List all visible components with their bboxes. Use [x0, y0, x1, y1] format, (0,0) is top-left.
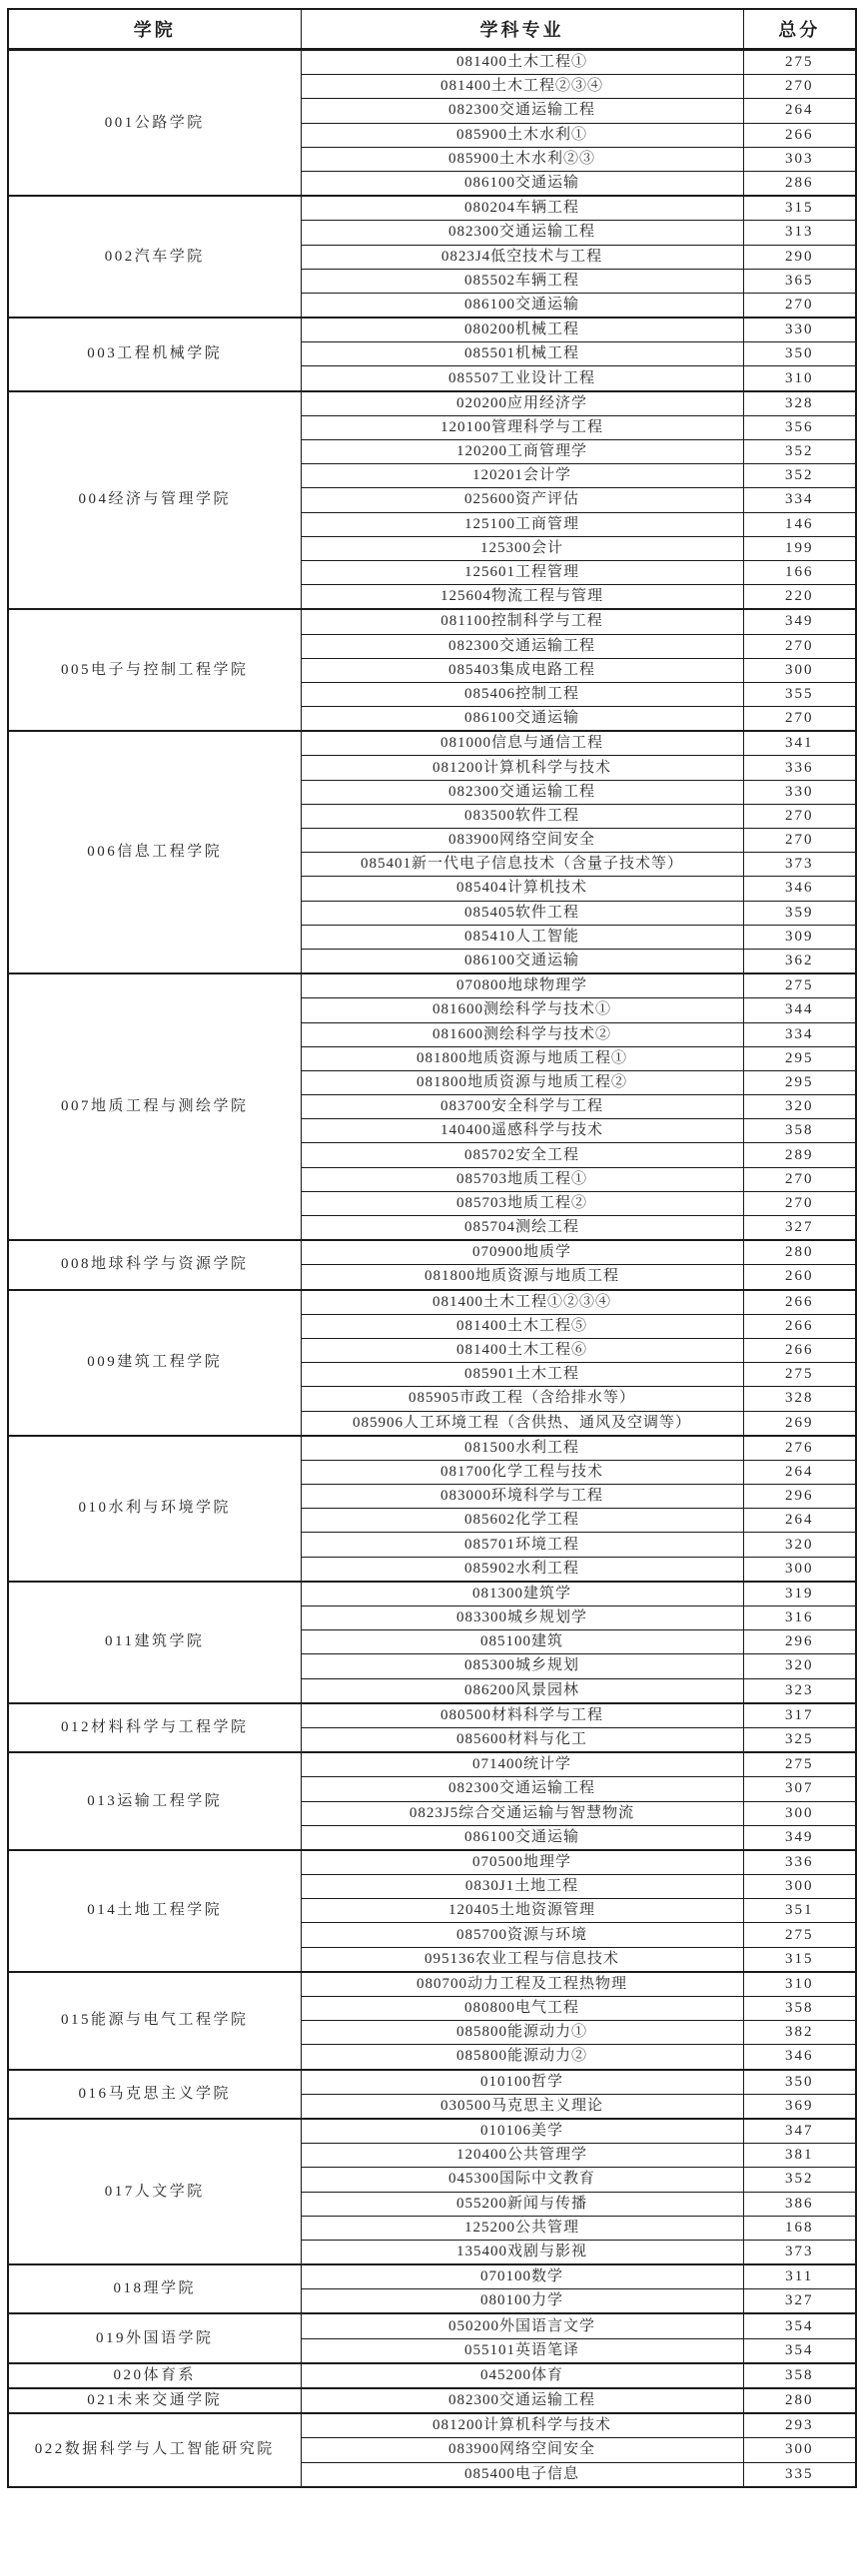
major-cell: 086100交通运输 [301, 949, 743, 973]
score-cell: 319 [743, 1582, 856, 1607]
major-cell: 082300交通运输工程 [301, 634, 743, 658]
major-cell: 0830J1土地工程 [301, 1875, 743, 1899]
table-row [8, 2363, 856, 2388]
score-cell: 280 [743, 1240, 856, 1265]
table-row [8, 1752, 856, 1777]
major-cell: 081400土木工程①②③④ [301, 1290, 743, 1315]
table-row [8, 1240, 856, 1265]
major-cell: 030500马克思主义理论 [301, 2094, 743, 2119]
college-group [8, 2264, 856, 2313]
score-cell: 336 [743, 756, 856, 780]
major-cell: 045200体育 [301, 2363, 743, 2388]
score-cell: 264 [743, 99, 856, 123]
score-cell: 352 [743, 2168, 856, 2192]
college-group [8, 1752, 856, 1850]
college-cell: 020体育系 [8, 2363, 301, 2388]
score-cell: 355 [743, 682, 856, 706]
college-cell: 008地球科学与资源学院 [8, 1240, 301, 1289]
major-cell: 086200风景园林 [301, 1678, 743, 1703]
major-cell: 085602化学工程 [301, 1509, 743, 1533]
score-cell: 356 [743, 415, 856, 439]
major-cell: 080204车辆工程 [301, 196, 743, 221]
college-group [8, 1290, 856, 1436]
college-group [8, 2070, 856, 2119]
column-header-college: 学院 [8, 9, 301, 50]
major-cell: 0823J5综合交通运输与智慧物流 [301, 1801, 743, 1825]
major-cell: 085401新一代电子信息技术（含量子技术等） [301, 853, 743, 877]
table-row [8, 1290, 856, 1315]
score-cell: 310 [743, 366, 856, 391]
major-cell: 085700资源与环境 [301, 1923, 743, 1947]
score-cell: 166 [743, 560, 856, 584]
score-cell: 275 [743, 1363, 856, 1387]
major-cell: 125601工程管理 [301, 560, 743, 584]
major-cell: 081500水利工程 [301, 1436, 743, 1461]
score-cell: 316 [743, 1607, 856, 1630]
major-cell: 085502车辆工程 [301, 269, 743, 293]
major-cell: 070900地质学 [301, 1240, 743, 1265]
college-group [8, 2388, 856, 2413]
college-cell: 006信息工程学院 [8, 731, 301, 973]
college-group [8, 2119, 856, 2264]
college-group [8, 731, 856, 973]
score-cell: 269 [743, 1411, 856, 1436]
table-row [8, 1703, 856, 1728]
score-cell: 220 [743, 585, 856, 610]
score-cell: 266 [743, 123, 856, 147]
score-cell: 373 [743, 2240, 856, 2264]
major-cell: 085400电子信息 [301, 2462, 743, 2487]
college-group [8, 391, 856, 610]
major-cell: 086100交通运输 [301, 1825, 743, 1850]
major-cell: 085300城乡规划 [301, 1654, 743, 1678]
score-cell: 327 [743, 1216, 856, 1241]
score-cell: 320 [743, 1533, 856, 1557]
major-cell: 081200计算机科学与技术 [301, 756, 743, 780]
score-cell: 270 [743, 829, 856, 853]
table-row [8, 731, 856, 756]
major-cell: 081800地质资源与地质工程① [301, 1046, 743, 1070]
major-cell: 083000环境科学与工程 [301, 1485, 743, 1509]
score-cell: 328 [743, 1387, 856, 1411]
score-cell: 300 [743, 1875, 856, 1899]
score-cell: 325 [743, 1727, 856, 1752]
major-cell: 085100建筑 [301, 1630, 743, 1654]
score-cell: 334 [743, 1022, 856, 1046]
score-cell: 313 [743, 221, 856, 245]
college-cell: 013运输工程学院 [8, 1752, 301, 1850]
score-cell: 300 [743, 1801, 856, 1825]
college-cell: 003工程机械学院 [8, 318, 301, 391]
college-cell: 017人文学院 [8, 2119, 301, 2264]
major-cell: 025600资产评估 [301, 488, 743, 512]
score-cell: 290 [743, 245, 856, 269]
table-header [8, 9, 856, 50]
college-group [8, 1972, 856, 2070]
major-cell: 083500软件工程 [301, 804, 743, 828]
table-row [8, 2119, 856, 2144]
major-cell: 085800能源动力② [301, 2045, 743, 2070]
major-cell: 085403集成电路工程 [301, 658, 743, 682]
score-cell: 295 [743, 1046, 856, 1070]
score-cell: 264 [743, 1460, 856, 1484]
major-cell: 085905市政工程（含给排水等） [301, 1387, 743, 1411]
score-cell: 270 [743, 804, 856, 828]
college-cell: 001公路学院 [8, 50, 301, 197]
major-cell: 0823J4低空技术与工程 [301, 245, 743, 269]
major-cell: 125300会计 [301, 536, 743, 560]
college-cell: 021未来交通学院 [8, 2388, 301, 2413]
score-cell: 328 [743, 391, 856, 416]
score-cell: 146 [743, 512, 856, 536]
score-cell: 354 [743, 2338, 856, 2363]
score-cell: 373 [743, 853, 856, 877]
major-cell: 055101英语笔译 [301, 2338, 743, 2363]
major-cell: 081200计算机科学与技术 [301, 2413, 743, 2438]
score-cell: 358 [743, 1997, 856, 2021]
college-cell: 022数据科学与人工智能研究院 [8, 2413, 301, 2487]
score-cell: 307 [743, 1777, 856, 1801]
score-cell: 293 [743, 2413, 856, 2438]
table-row [8, 2388, 856, 2413]
table-row [8, 318, 856, 342]
major-cell: 010106美学 [301, 2119, 743, 2144]
score-cell: 382 [743, 2021, 856, 2045]
major-cell: 070100数学 [301, 2264, 743, 2289]
college-group [8, 196, 856, 318]
score-cell: 386 [743, 2192, 856, 2216]
column-header-score: 总分 [743, 9, 856, 50]
college-group [8, 1240, 856, 1289]
college-group [8, 1703, 856, 1752]
major-cell: 120201会计学 [301, 464, 743, 488]
major-cell: 081400土木工程⑥ [301, 1338, 743, 1362]
major-cell: 081400土木工程②③④ [301, 75, 743, 99]
major-cell: 081600测绘科学与技术① [301, 998, 743, 1022]
score-cell: 330 [743, 780, 856, 804]
college-group [8, 973, 856, 1240]
major-cell: 085901土木工程 [301, 1363, 743, 1387]
score-cell: 168 [743, 2216, 856, 2240]
score-cell: 344 [743, 998, 856, 1022]
college-cell: 004经济与管理学院 [8, 391, 301, 610]
major-cell: 082300交通运输工程 [301, 2388, 743, 2413]
major-cell: 125604物流工程与管理 [301, 585, 743, 610]
major-cell: 086100交通运输 [301, 171, 743, 196]
score-cell: 295 [743, 1070, 856, 1094]
score-cell: 351 [743, 1899, 856, 1923]
table-row [8, 196, 856, 221]
college-group [8, 2413, 856, 2487]
score-cell: 300 [743, 2438, 856, 2462]
college-cell: 019外国语学院 [8, 2313, 301, 2362]
score-cell: 350 [743, 2070, 856, 2095]
major-cell: 020200应用经济学 [301, 391, 743, 416]
score-cell: 303 [743, 147, 856, 171]
major-cell: 071400统计学 [301, 1752, 743, 1777]
score-cell: 270 [743, 1167, 856, 1191]
major-cell: 085600材料与化工 [301, 1727, 743, 1752]
major-cell: 080800电气工程 [301, 1997, 743, 2021]
major-cell: 080500材料科学与工程 [301, 1703, 743, 1728]
score-cell: 311 [743, 2264, 856, 2289]
major-cell: 080700动力工程及工程热物理 [301, 1972, 743, 1997]
score-cell: 300 [743, 658, 856, 682]
score-cell: 289 [743, 1143, 856, 1167]
score-cell: 330 [743, 318, 856, 342]
table-row [8, 1972, 856, 1997]
score-cell: 320 [743, 1095, 856, 1119]
major-cell: 081800地质资源与地质工程 [301, 1265, 743, 1290]
score-cell: 346 [743, 877, 856, 901]
major-cell: 085906人工环境工程（含供热、通风及空调等） [301, 1411, 743, 1436]
major-cell: 086100交通运输 [301, 707, 743, 732]
major-cell: 080100力学 [301, 2289, 743, 2314]
major-cell: 085800能源动力① [301, 2021, 743, 2045]
score-cell: 270 [743, 293, 856, 318]
major-cell: 085406控制工程 [301, 682, 743, 706]
score-cell: 266 [743, 1290, 856, 1315]
major-cell: 082300交通运输工程 [301, 780, 743, 804]
score-cell: 354 [743, 2313, 856, 2338]
score-cell: 266 [743, 1314, 856, 1338]
major-cell: 081100控制科学与工程 [301, 609, 743, 634]
column-header-major: 学科专业 [301, 9, 743, 50]
score-cell: 270 [743, 1191, 856, 1215]
major-cell: 120100管理科学与工程 [301, 415, 743, 439]
college-group [8, 318, 856, 391]
score-cell: 317 [743, 1703, 856, 1728]
college-group [8, 1436, 856, 1582]
score-cell: 270 [743, 75, 856, 99]
score-cell: 341 [743, 731, 856, 756]
college-cell: 007地质工程与测绘学院 [8, 973, 301, 1240]
score-cell: 280 [743, 2388, 856, 2413]
score-cell: 276 [743, 1436, 856, 1461]
score-cell: 369 [743, 2094, 856, 2119]
major-cell: 080200机械工程 [301, 318, 743, 342]
table-row [8, 609, 856, 634]
table-row [8, 50, 856, 75]
college-cell: 015能源与电气工程学院 [8, 1972, 301, 2070]
header-row [8, 9, 856, 50]
table-row [8, 1436, 856, 1461]
major-cell: 070500地理学 [301, 1850, 743, 1875]
score-cell: 309 [743, 925, 856, 949]
score-cell: 315 [743, 1947, 856, 1972]
table-row [8, 2070, 856, 2095]
table-row [8, 2413, 856, 2438]
score-cell: 320 [743, 1654, 856, 1678]
score-cell: 270 [743, 634, 856, 658]
score-cell: 270 [743, 707, 856, 732]
college-group [8, 1582, 856, 1703]
major-cell: 125100工商管理 [301, 512, 743, 536]
college-cell: 014土地工程学院 [8, 1850, 301, 1972]
major-cell: 085703地质工程① [301, 1167, 743, 1191]
score-cell: 296 [743, 1485, 856, 1509]
major-cell: 095136农业工程与信息技术 [301, 1947, 743, 1972]
score-cell: 336 [743, 1850, 856, 1875]
major-cell: 085501机械工程 [301, 342, 743, 366]
major-cell: 082300交通运输工程 [301, 1777, 743, 1801]
college-cell: 018理学院 [8, 2264, 301, 2313]
major-cell: 045300国际中文教育 [301, 2168, 743, 2192]
score-cell: 260 [743, 1265, 856, 1290]
score-cell: 275 [743, 1923, 856, 1947]
score-cell: 381 [743, 2144, 856, 2168]
score-cell: 362 [743, 949, 856, 973]
major-cell: 010100哲学 [301, 2070, 743, 2095]
score-cell: 358 [743, 1119, 856, 1143]
major-cell: 082300交通运输工程 [301, 99, 743, 123]
score-cell: 266 [743, 1338, 856, 1362]
table-row [8, 1850, 856, 1875]
college-cell: 009建筑工程学院 [8, 1290, 301, 1436]
table-row [8, 973, 856, 998]
major-cell: 081800地质资源与地质工程② [301, 1070, 743, 1094]
major-cell: 125200公共管理 [301, 2216, 743, 2240]
major-cell: 070800地球物理学 [301, 973, 743, 998]
score-table [7, 8, 857, 2488]
score-cell: 349 [743, 609, 856, 634]
major-cell: 081400土木工程① [301, 50, 743, 75]
college-cell: 002汽车学院 [8, 196, 301, 318]
major-cell: 081600测绘科学与技术② [301, 1022, 743, 1046]
table-row [8, 391, 856, 416]
college-cell: 005电子与控制工程学院 [8, 609, 301, 731]
college-group [8, 2313, 856, 2362]
major-cell: 085703地质工程② [301, 1191, 743, 1215]
major-cell: 083300城乡规划学 [301, 1607, 743, 1630]
score-cell: 365 [743, 269, 856, 293]
major-cell: 135400戏剧与影视 [301, 2240, 743, 2264]
score-cell: 352 [743, 440, 856, 464]
score-cell: 286 [743, 171, 856, 196]
major-cell: 083900网络空间安全 [301, 2438, 743, 2462]
major-cell: 140400遥感科学与技术 [301, 1119, 743, 1143]
college-cell: 012材料科学与工程学院 [8, 1703, 301, 1752]
major-cell: 120400公共管理学 [301, 2144, 743, 2168]
major-cell: 055200新闻与传播 [301, 2192, 743, 2216]
major-cell: 085702安全工程 [301, 1143, 743, 1167]
score-cell: 346 [743, 2045, 856, 2070]
major-cell: 086100交通运输 [301, 293, 743, 318]
score-cell: 334 [743, 488, 856, 512]
score-cell: 275 [743, 1752, 856, 1777]
score-cell: 199 [743, 536, 856, 560]
major-cell: 083900网络空间安全 [301, 829, 743, 853]
major-cell: 085405软件工程 [301, 901, 743, 925]
score-cell: 347 [743, 2119, 856, 2144]
score-cell: 350 [743, 342, 856, 366]
score-cell: 352 [743, 464, 856, 488]
major-cell: 085902水利工程 [301, 1557, 743, 1582]
major-cell: 085900土木水利① [301, 123, 743, 147]
score-cell: 359 [743, 901, 856, 925]
major-cell: 081400土木工程⑤ [301, 1314, 743, 1338]
major-cell: 085701环境工程 [301, 1533, 743, 1557]
score-cell: 323 [743, 1678, 856, 1703]
major-cell: 085507工业设计工程 [301, 366, 743, 391]
major-cell: 083700安全科学与工程 [301, 1095, 743, 1119]
major-cell: 120200工商管理学 [301, 440, 743, 464]
score-cell: 349 [743, 1825, 856, 1850]
major-cell: 081700化学工程与技术 [301, 1460, 743, 1484]
college-cell: 010水利与环境学院 [8, 1436, 301, 1582]
college-group [8, 2363, 856, 2388]
major-cell: 082300交通运输工程 [301, 221, 743, 245]
score-cell: 275 [743, 50, 856, 75]
table-row [8, 2264, 856, 2289]
college-cell: 016马克思主义学院 [8, 2070, 301, 2119]
table-row [8, 2313, 856, 2338]
major-cell: 081000信息与通信工程 [301, 731, 743, 756]
score-cell: 315 [743, 196, 856, 221]
score-cell: 275 [743, 973, 856, 998]
major-cell: 081300建筑学 [301, 1582, 743, 1607]
college-group [8, 609, 856, 731]
score-cell: 327 [743, 2289, 856, 2314]
major-cell: 050200外国语言文学 [301, 2313, 743, 2338]
major-cell: 085410人工智能 [301, 925, 743, 949]
major-cell: 085404计算机技术 [301, 877, 743, 901]
college-group [8, 1850, 856, 1972]
table-row [8, 1582, 856, 1607]
college-cell: 011建筑学院 [8, 1582, 301, 1703]
score-cell: 310 [743, 1972, 856, 1997]
score-cell: 300 [743, 1557, 856, 1582]
score-cell: 296 [743, 1630, 856, 1654]
college-group [8, 50, 856, 197]
major-cell: 085704测绘工程 [301, 1216, 743, 1241]
major-cell: 120405土地资源管理 [301, 1899, 743, 1923]
score-cell: 358 [743, 2363, 856, 2388]
score-cell: 335 [743, 2462, 856, 2487]
major-cell: 085900土木水利②③ [301, 147, 743, 171]
score-cell: 264 [743, 1509, 856, 1533]
